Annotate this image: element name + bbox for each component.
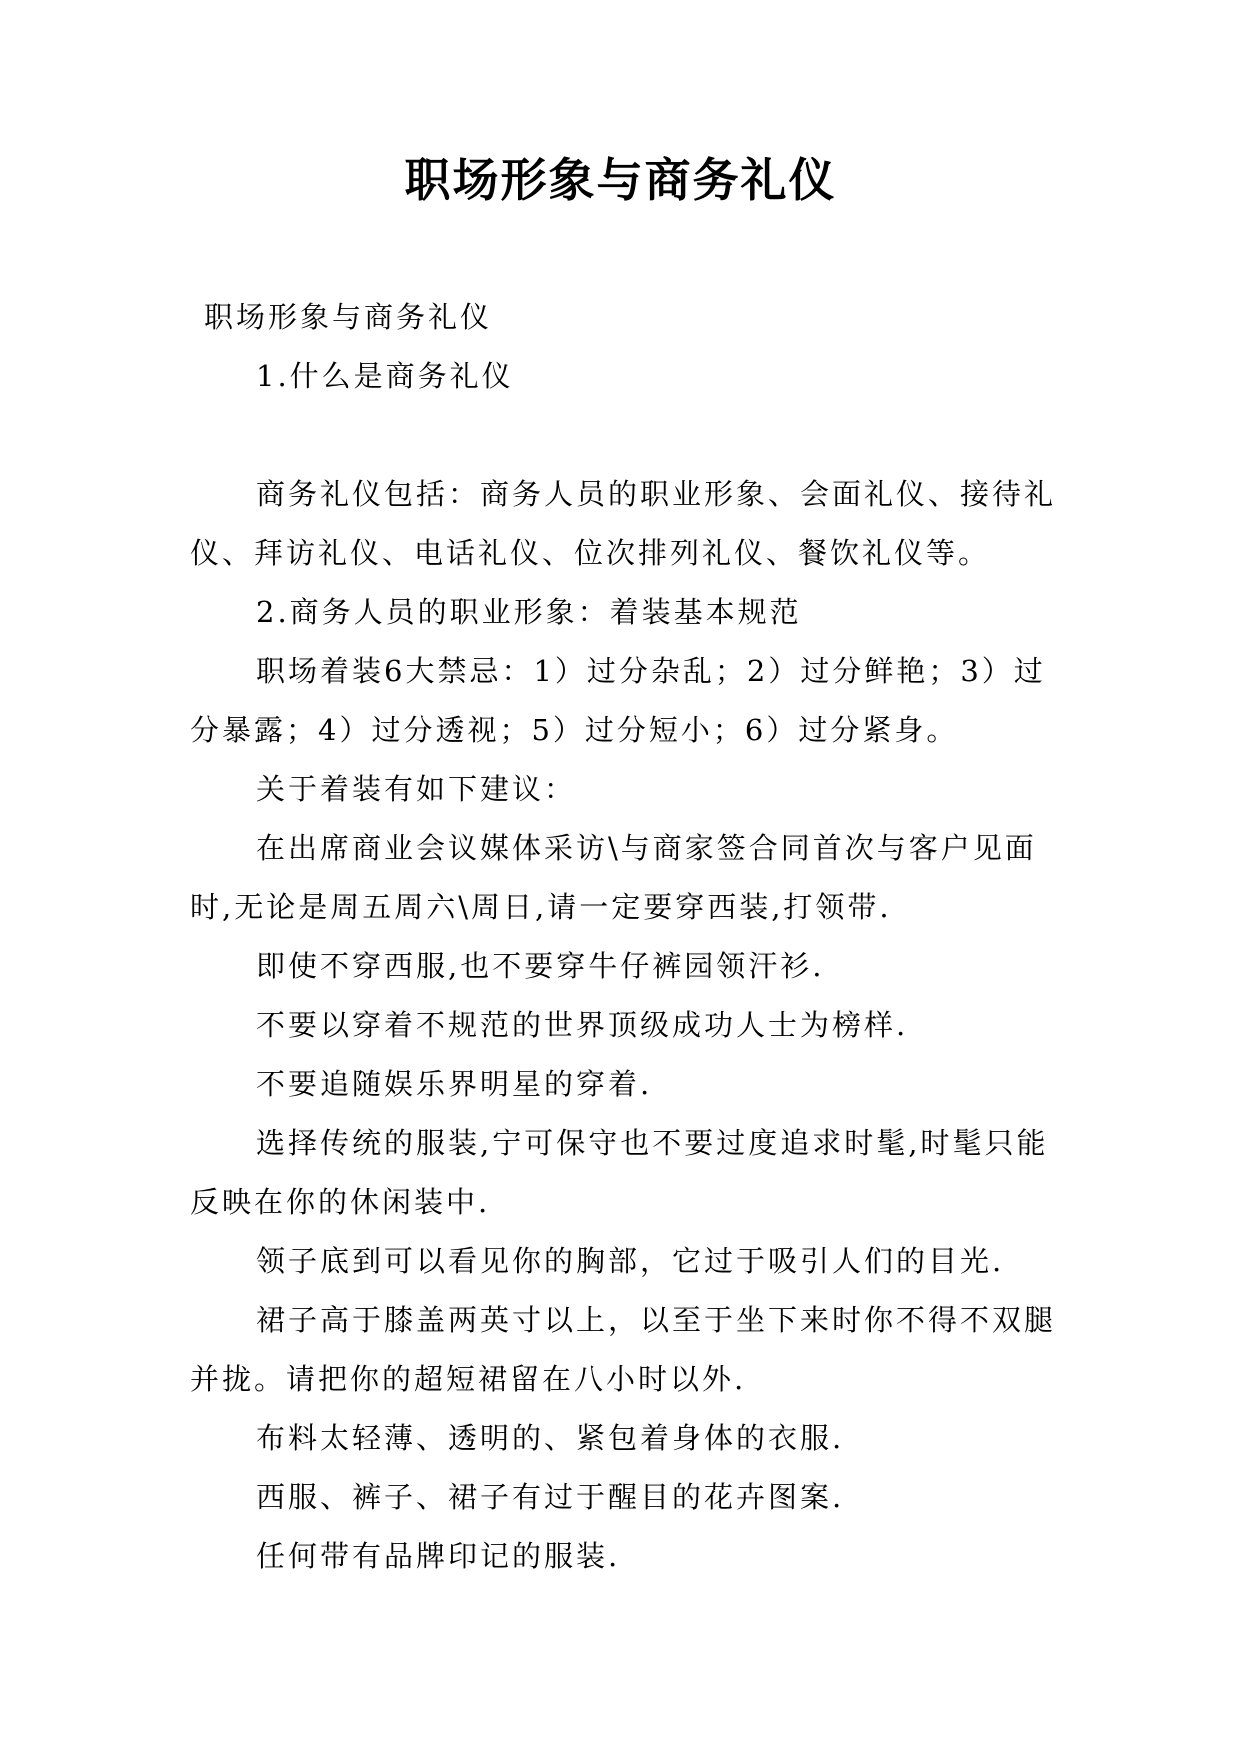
paragraph: 任何带有品牌印记的服装. — [256, 1539, 621, 1573]
document-title: 职场形象与商务礼仪 — [404, 153, 837, 207]
paragraph: 西服、裤子、裙子有过于醒目的花卉图案. — [256, 1480, 845, 1514]
paragraph: 即使不穿西服,也不要穿牛仔裤园领汗衫. — [256, 949, 825, 983]
section-heading-2: 2.商务人员的职业形象：着装基本规范 — [256, 595, 802, 629]
paragraph: 裙子高于膝盖两英寸以上，以至于坐下来时你不得不双腿并拢。请把你的超短裙留在八小时以外. — [190, 1303, 1057, 1396]
blank-line — [190, 406, 1070, 465]
paragraph: 商务礼仪包括：商务人员的职业形象、会面礼仪、接待礼仪、拜访礼仪、电话礼仪、位次排列礼仪、餐饮礼仪等。 — [190, 477, 1057, 570]
paragraph: 领子底到可以看见你的胸部，它过于吸引人们的目光. — [256, 1244, 1005, 1278]
document-subtitle: 职场形象与商务礼仪 — [204, 300, 493, 334]
paragraph: 选择传统的服装,宁可保守也不要过度追求时髦,时髦只能反映在你的休闲装中. — [190, 1126, 1049, 1219]
paragraph: 不要以穿着不规范的世界顶级成功人士为榜样. — [256, 1008, 909, 1042]
document-body — [190, 288, 1070, 1586]
paragraph: 布料太轻薄、透明的、紧包着身体的衣服. — [256, 1421, 845, 1455]
paragraph: 不要追随娱乐界明星的穿着. — [256, 1067, 653, 1101]
paragraph: 职场着装6大禁忌：1）过分杂乱；2）过分鲜艳；3）过分暴露；4）过分透视；5）过分短小；6）过分紧身。 — [190, 654, 1046, 747]
paragraph: 在出席商业会议媒体采访\与商家签合同首次与客户见面时,无论是周五周六\周日,请一定要穿西装,打领带. — [190, 831, 1037, 924]
section-heading-1: 1.什么是商务礼仪 — [256, 359, 514, 393]
paragraph: 关于着装有如下建议： — [256, 772, 577, 806]
